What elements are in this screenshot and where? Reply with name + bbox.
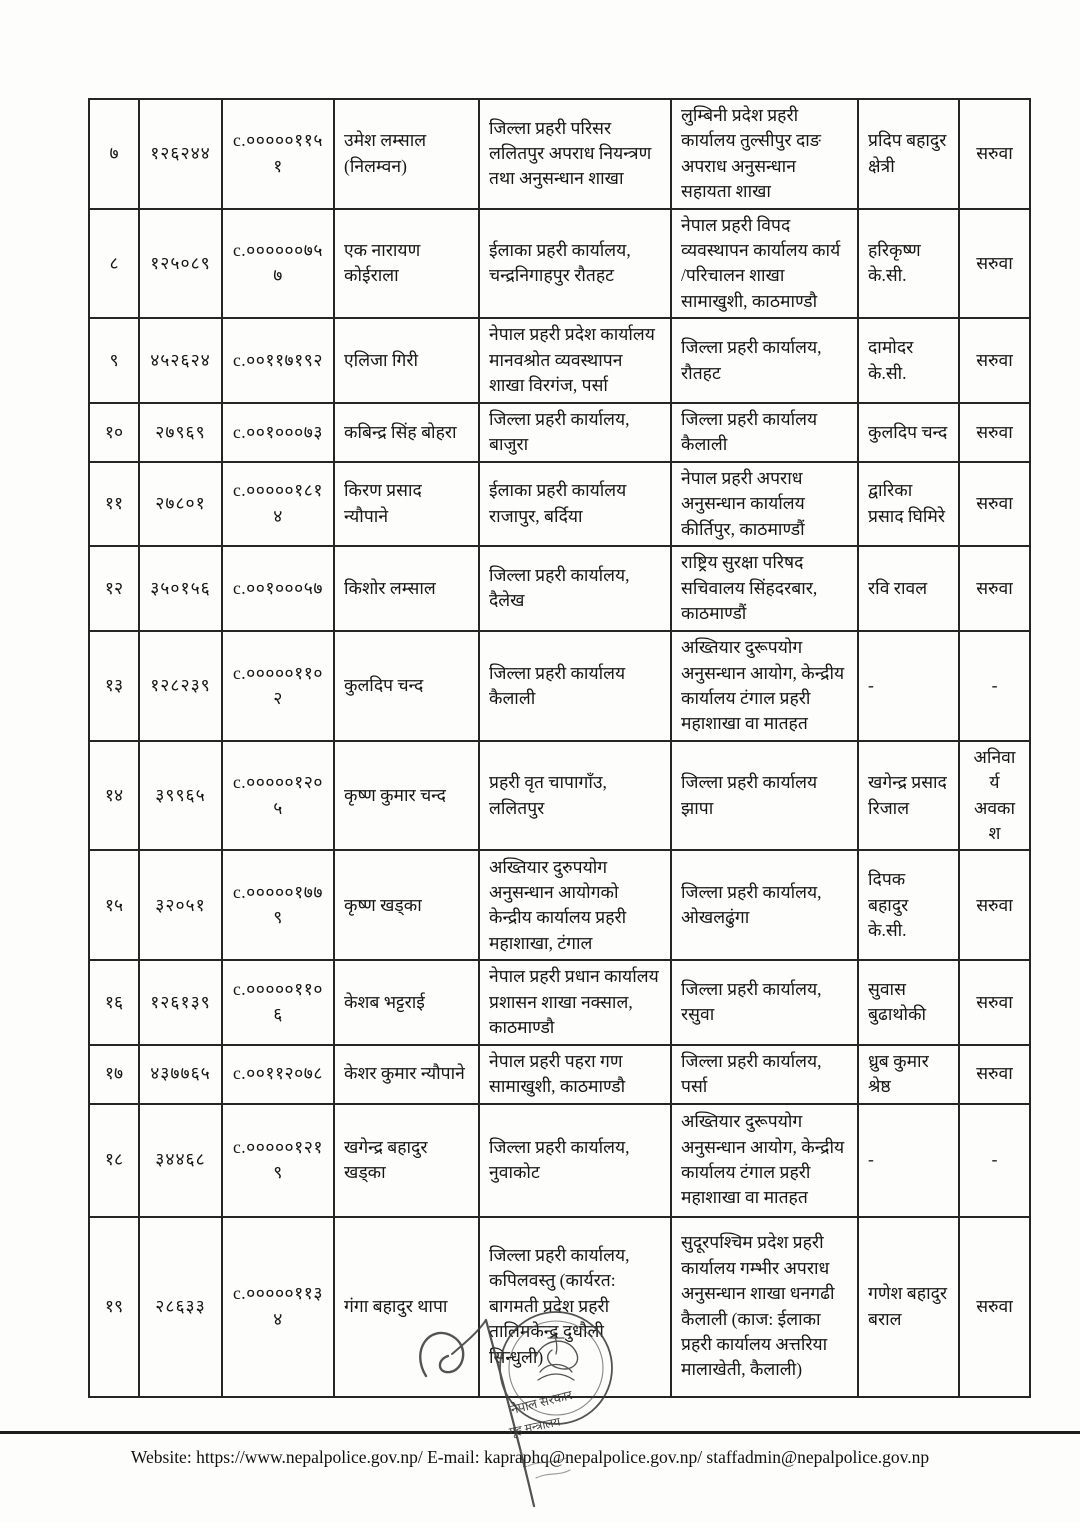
cell-code-number: c.००००००७५७ [222,209,334,319]
cell-employee-number: ४३७७६५ [139,1045,222,1104]
cell-new-office: जिल्ला प्रहरी कार्यालय, पर्सा [671,1045,858,1104]
cell-name: केशर कुमार न्यौपाने [334,1045,479,1104]
cell-replacement-name: खगेन्द्र प्रसाद रिजाल [858,741,959,851]
cell-employee-number: ३९९६५ [139,741,222,851]
cell-remarks: सरुवा [959,99,1030,209]
cell-new-office: जिल्ला प्रहरी कार्यालय, ओखलढुंगा [671,850,858,960]
cell-new-office: जिल्ला प्रहरी कार्यालय झापा [671,741,858,851]
table-row [89,99,1030,209]
cell-new-office: जिल्ला प्रहरी कार्यालय कैलाली [671,403,858,462]
cell-replacement-name: दिपक बहादुर के.सी. [858,850,959,960]
cell-employee-number: २७८०१ [139,462,222,546]
footer-contact-line: Website: https://www.nepalpolice.gov.np/ E-mail: kapraphq@nepalpolice.gov.np/ staffadmin@nepalpolice.gov.np [130,1447,930,1467]
cell-employee-number: १२५०८९ [139,209,222,319]
cell-serial: १५ [89,850,139,960]
cell-employee-number: ३२०५१ [139,850,222,960]
cell-name: केशब भट्टराई [334,960,479,1044]
cell-remarks: सरुवा [959,318,1030,403]
cell-current-office: नेपाल प्रहरी पहरा गण सामाखुशी, काठमाण्डौ [479,1045,671,1104]
cell-employee-number: १२६२४४ [139,99,222,209]
seal-text-line2: गृह मन्त्रालय [507,1414,562,1439]
cell-name: कबिन्द्र सिंह बोहरा [334,403,479,462]
table-row [89,850,1030,960]
cell-serial: ९ [89,318,139,403]
cell-name: कृष्ण खड्का [334,850,479,960]
cell-new-office: जिल्ला प्रहरी कार्यालय, रौतहट [671,318,858,403]
table-row [89,318,1030,403]
cell-name: एक नारायण कोईराला [334,209,479,319]
table-row [89,403,1030,462]
cell-serial: १७ [89,1045,139,1104]
footer-divider [0,1431,1080,1434]
cell-replacement-name: - [858,1104,959,1217]
cell-code-number: c.००१०००५७ [222,546,334,631]
cell-code-number: c.००१०००७३ [222,403,334,462]
cell-current-office: ईलाका प्रहरी कार्यालय, चन्द्रनिगाहपुर रौतहट [479,209,671,319]
cell-current-office: नेपाल प्रहरी प्रदेश कार्यालय मानवश्रोत व्यवस्थापन शाखा विरगंज, पर्सा [479,318,671,403]
cell-code-number: c.०००००१७७९ [222,850,334,960]
cell-code-number: c.०००००११३४ [222,1217,334,1397]
cell-code-number: c.०००००१८१४ [222,462,334,546]
cell-employee-number: ४५२६२४ [139,318,222,403]
cell-employee-number: २८६३३ [139,1217,222,1397]
cell-new-office: अख्तियार दुरूपयोग अनुसन्धान आयोग, केन्द्रीय कार्यालय टंगाल प्रहरी महाशाखा वा मातहत [671,631,858,741]
cell-name: एलिजा गिरी [334,318,479,403]
cell-new-office: जिल्ला प्रहरी कार्यालय, रसुवा [671,960,858,1044]
cell-new-office: राष्ट्रिय सुरक्षा परिषद सचिवालय सिंहदरबार, काठमाण्डौं [671,546,858,631]
seal-text-line1: नेपाल सरकार [509,1387,574,1417]
cell-employee-number: ३४४६८ [139,1104,222,1217]
cell-employee-number: १२८२३९ [139,631,222,741]
cell-new-office: लुम्बिनी प्रदेश प्रहरी कार्यालय तुल्सीपुर दाङ अपराध अनुसन्धान सहायता शाखा [671,99,858,209]
cell-serial: ८ [89,209,139,319]
cell-current-office: जिल्ला प्रहरी कार्यालय, नुवाकोट [479,1104,671,1217]
cell-serial: १० [89,403,139,462]
table-row [89,462,1030,546]
cell-remarks: सरुवा [959,850,1030,960]
cell-current-office: जिल्ला प्रहरी कार्यालय, कपिलवस्तु (कार्यरत: बागमती प्रदेश प्रहरी तालिमकेन्द्र दुधौली सिन्धुली) [479,1217,671,1397]
cell-current-office: जिल्ला प्रहरी कार्यालय, दैलेख [479,546,671,631]
table-row [89,960,1030,1044]
cell-replacement-name: प्रदिप बहादुर क्षेत्री [858,99,959,209]
cell-current-office: नेपाल प्रहरी प्रधान कार्यालय प्रशासन शाखा नक्साल, काठमाण्डौ [479,960,671,1044]
cell-replacement-name: दामोदर के.सी. [858,318,959,403]
cell-replacement-name: गणेश बहादुर बराल [858,1217,959,1397]
cell-serial: १३ [89,631,139,741]
cell-code-number: c.०००००११५१ [222,99,334,209]
cell-employee-number: २७९६९ [139,403,222,462]
cell-current-office: जिल्ला प्रहरी परिसर ललितपुर अपराध नियन्त्रण तथा अनुसन्धान शाखा [479,99,671,209]
cell-name: गंगा बहादुर थापा [334,1217,479,1397]
table-row [89,546,1030,631]
cell-new-office: सुदूरपश्चिम प्रदेश प्रहरी कार्यालय गम्भीर अपराध अनुसन्धान शाखा धनगढी कैलाली (काज: ईलाका प्रहरी कार्यालय अत्तरिया मालाखेती, कैलाली) [671,1217,858,1397]
cell-replacement-name: कुलदिप चन्द [858,403,959,462]
cell-serial: ११ [89,462,139,546]
cell-replacement-name: - [858,631,959,741]
cell-name: खगेन्द्र बहादुर खड्का [334,1104,479,1217]
cell-remarks: सरुवा [959,1045,1030,1104]
cell-remarks: - [959,1104,1030,1217]
cell-serial: १९ [89,1217,139,1397]
cell-code-number: c.००११७१९२ [222,318,334,403]
cell-remarks: सरुवा [959,209,1030,319]
cell-code-number: c.०००००१२१९ [222,1104,334,1217]
cell-current-office: प्रहरी वृत चापागाँउ, ललितपुर [479,741,671,851]
cell-remarks: - [959,631,1030,741]
cell-current-office: अख्तियार दुरुपयोग अनुसन्धान आयोगको केन्द्रीय कार्यालय प्रहरी महाशाखा, टंगाल [479,850,671,960]
table-row [89,209,1030,319]
cell-serial: १२ [89,546,139,631]
cell-replacement-name: रवि रावल [858,546,959,631]
cell-employee-number: १२६१३९ [139,960,222,1044]
cell-replacement-name: ध्रुब कुमार श्रेष्ठ [858,1045,959,1104]
cell-remarks: सरुवा [959,960,1030,1044]
table-row [89,741,1030,851]
cell-serial: ७ [89,99,139,209]
cell-replacement-name: द्वारिका प्रसाद घिमिरे [858,462,959,546]
cell-current-office: जिल्ला प्रहरी कार्यालय, बाजुरा [479,403,671,462]
cell-employee-number: ३५०१५६ [139,546,222,631]
cell-remarks: सरुवा [959,462,1030,546]
cell-new-office: नेपाल प्रहरी अपराध अनुसन्धान कार्यालय कीर्तिपुर, काठमाण्डौं [671,462,858,546]
cell-serial: १६ [89,960,139,1044]
cell-remarks: सरुवा [959,403,1030,462]
cell-remarks: सरुवा [959,1217,1030,1397]
cell-remarks: अनिवार्य अवकाश [959,741,1030,851]
table-row [89,1045,1030,1104]
table-row [89,631,1030,741]
cell-serial: १८ [89,1104,139,1217]
cell-code-number: c.०००००१२०५ [222,741,334,851]
cell-name: कृष्ण कुमार चन्द [334,741,479,851]
cell-serial: १४ [89,741,139,851]
cell-remarks: सरुवा [959,546,1030,631]
cell-name: उमेश लम्साल (निलम्वन) [334,99,479,209]
cell-code-number: c.००११२०७८ [222,1045,334,1104]
cell-name: कुलदिप चन्द [334,631,479,741]
table-row [89,1217,1030,1397]
table-row [89,1104,1030,1217]
cell-current-office: जिल्ला प्रहरी कार्यालय कैलाली [479,631,671,741]
cell-name: किरण प्रसाद न्यौपाने [334,462,479,546]
transfer-table [88,98,1031,1398]
cell-replacement-name: सुवास बुढाथोकी [858,960,959,1044]
cell-current-office: ईलाका प्रहरी कार्यालय राजापुर, बर्दिया [479,462,671,546]
cell-code-number: c.०००००११०२ [222,631,334,741]
cell-replacement-name: हरिकृष्ण के.सी. [858,209,959,319]
cell-new-office: नेपाल प्रहरी विपद व्यवस्थापन कार्यालय कार्य /परिचालन शाखा सामाखुशी, काठमाण्डौ [671,209,858,319]
cell-name: किशोर लम्साल [334,546,479,631]
cell-new-office: अख्तियार दुरूपयोग अनुसन्धान आयोग, केन्द्रीय कार्यालय टंगाल प्रहरी महाशाखा वा मातहत [671,1104,858,1217]
cell-code-number: c.०००००११०६ [222,960,334,1044]
